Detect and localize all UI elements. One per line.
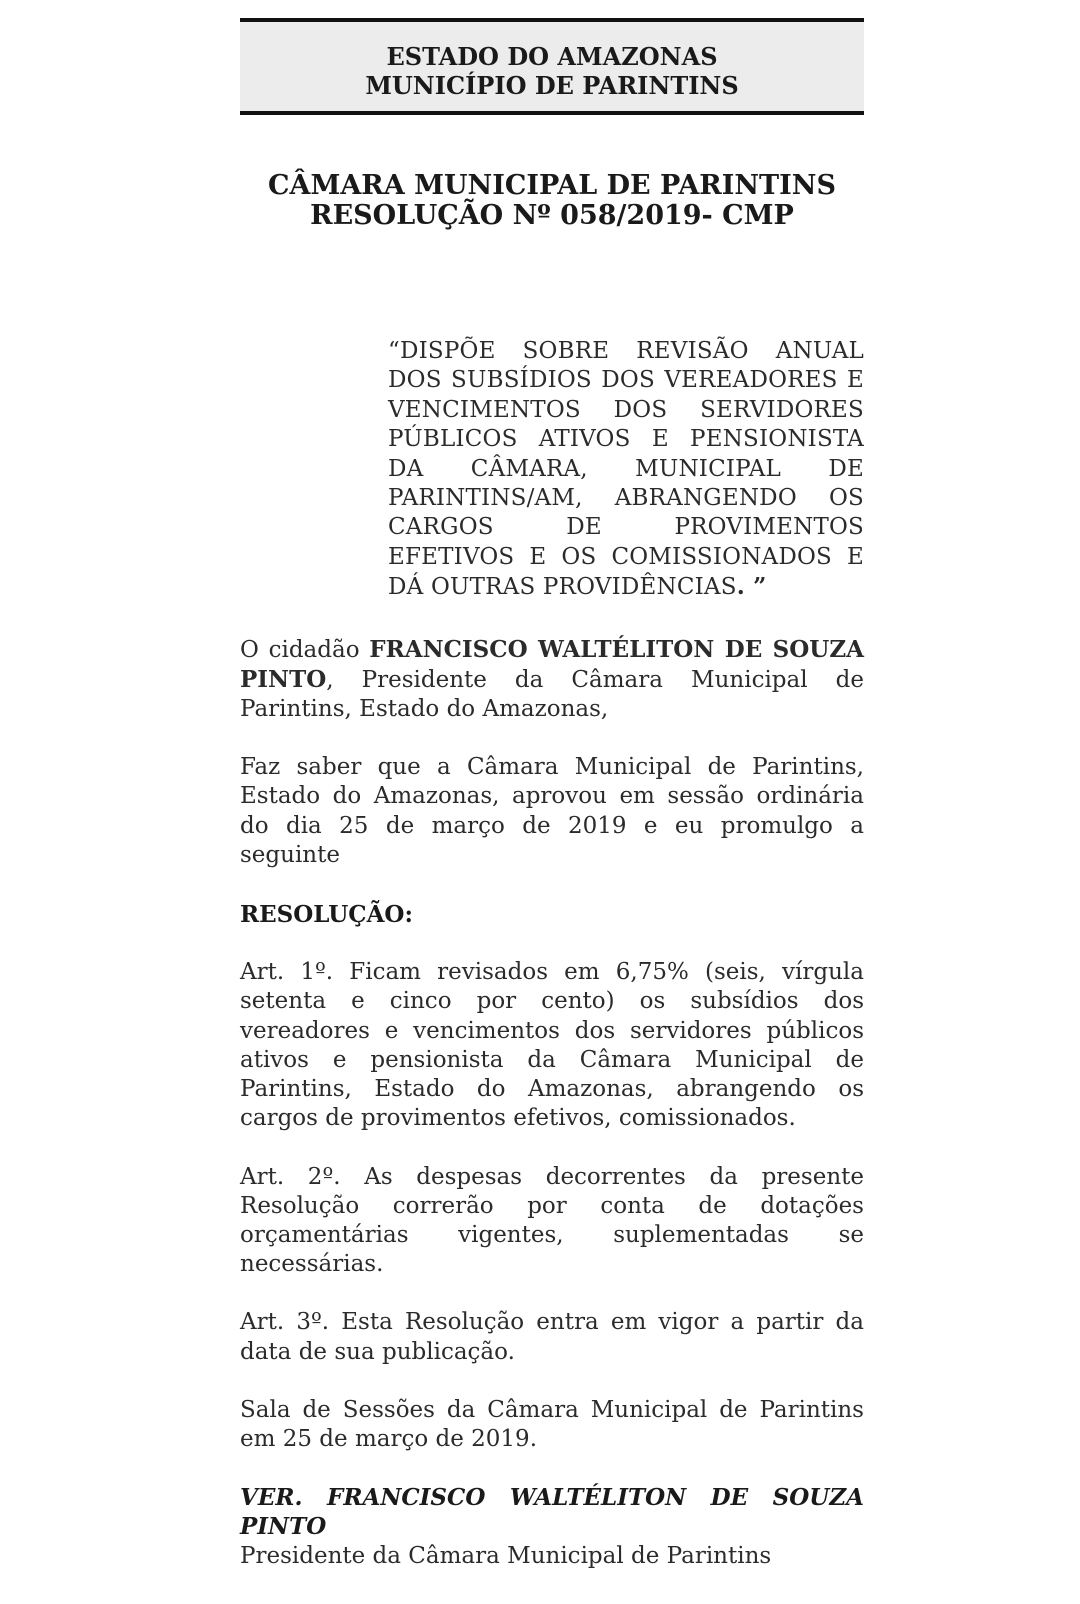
ementa — [388, 337, 864, 603]
ementa-text: “DISPÕE SOBRE REVISÃO ANUAL DOS SUBSÍDIOS DOS VEREADORES E VENCIMENTOS DOS SERVIDORES PÚBLICOS ATIVOS E PENSIONISTA DA CÂMARA, MUNICIPAL DE PARINTINS/AM, ABRANGENDO OS CARGOS DE PROVIMENTOS EFETIVOS E OS COMISSIONADOS E DÁ OUTRAS PROVIDÊNCIAS — [388, 338, 864, 601]
municipality-name: MUNICÍPIO DE PARINTINS — [365, 71, 739, 100]
president-name: FRANCISCO WALTÉLITON DE SOUZA PINTO — [240, 635, 864, 693]
intro-suffix: , Presidente da Câmara Municipal de Parintins, Estado do Amazonas, — [240, 666, 864, 723]
article-2: Art. 2º. As despesas decorrentes da presente Resolução correrão por conta de dotações orçamentárias vigentes, suplementadas se necessárias. — [240, 1163, 864, 1278]
signature-name: VER. FRANCISCO WALTÉLITON DE SOUZA PINTO — [240, 1484, 864, 1541]
state-header — [240, 18, 864, 115]
ementa-closing: . ” — [736, 573, 767, 601]
document-title — [240, 171, 864, 231]
resolution-number: RESOLUÇÃO Nº 058/2019- CMP — [310, 200, 794, 231]
chamber-title: CÂMARA MUNICIPAL DE PARINTINS — [268, 170, 836, 201]
intro-paragraph — [240, 635, 864, 725]
closing-paragraph: Sala de Sessões da Câmara Municipal de Parintins em 25 de março de 2019. — [240, 1396, 864, 1452]
intro-prefix: O cidadão — [240, 636, 370, 663]
signature-role: Presidente da Câmara Municipal de Parintins — [240, 1542, 772, 1569]
document-page — [240, 18, 864, 1571]
state-name: ESTADO DO AMAZONAS — [386, 42, 718, 71]
promulgation-paragraph: Faz saber que a Câmara Municipal de Parintins, Estado do Amazonas, aprovou em sessão ordinária do dia 25 de março de 2019 e eu promulgo a seguinte — [240, 754, 864, 868]
article-3: Art. 3º. Esta Resolução entra em vigor a partir da data de sua publicação. — [240, 1309, 864, 1365]
article-1: Art. 1º. Ficam revisados em 6,75% (seis, vírgula setenta e cinco por cento) os subsídios dos vereadores e vencimentos dos servidores públicos ativos e pensionista da Câmara Municipal de Parintins, Estado do Amazonas, abrangendo os cargos de provimentos efetivos, comissionados. — [240, 959, 864, 1132]
resolution-label: RESOLUÇÃO: — [240, 901, 413, 929]
